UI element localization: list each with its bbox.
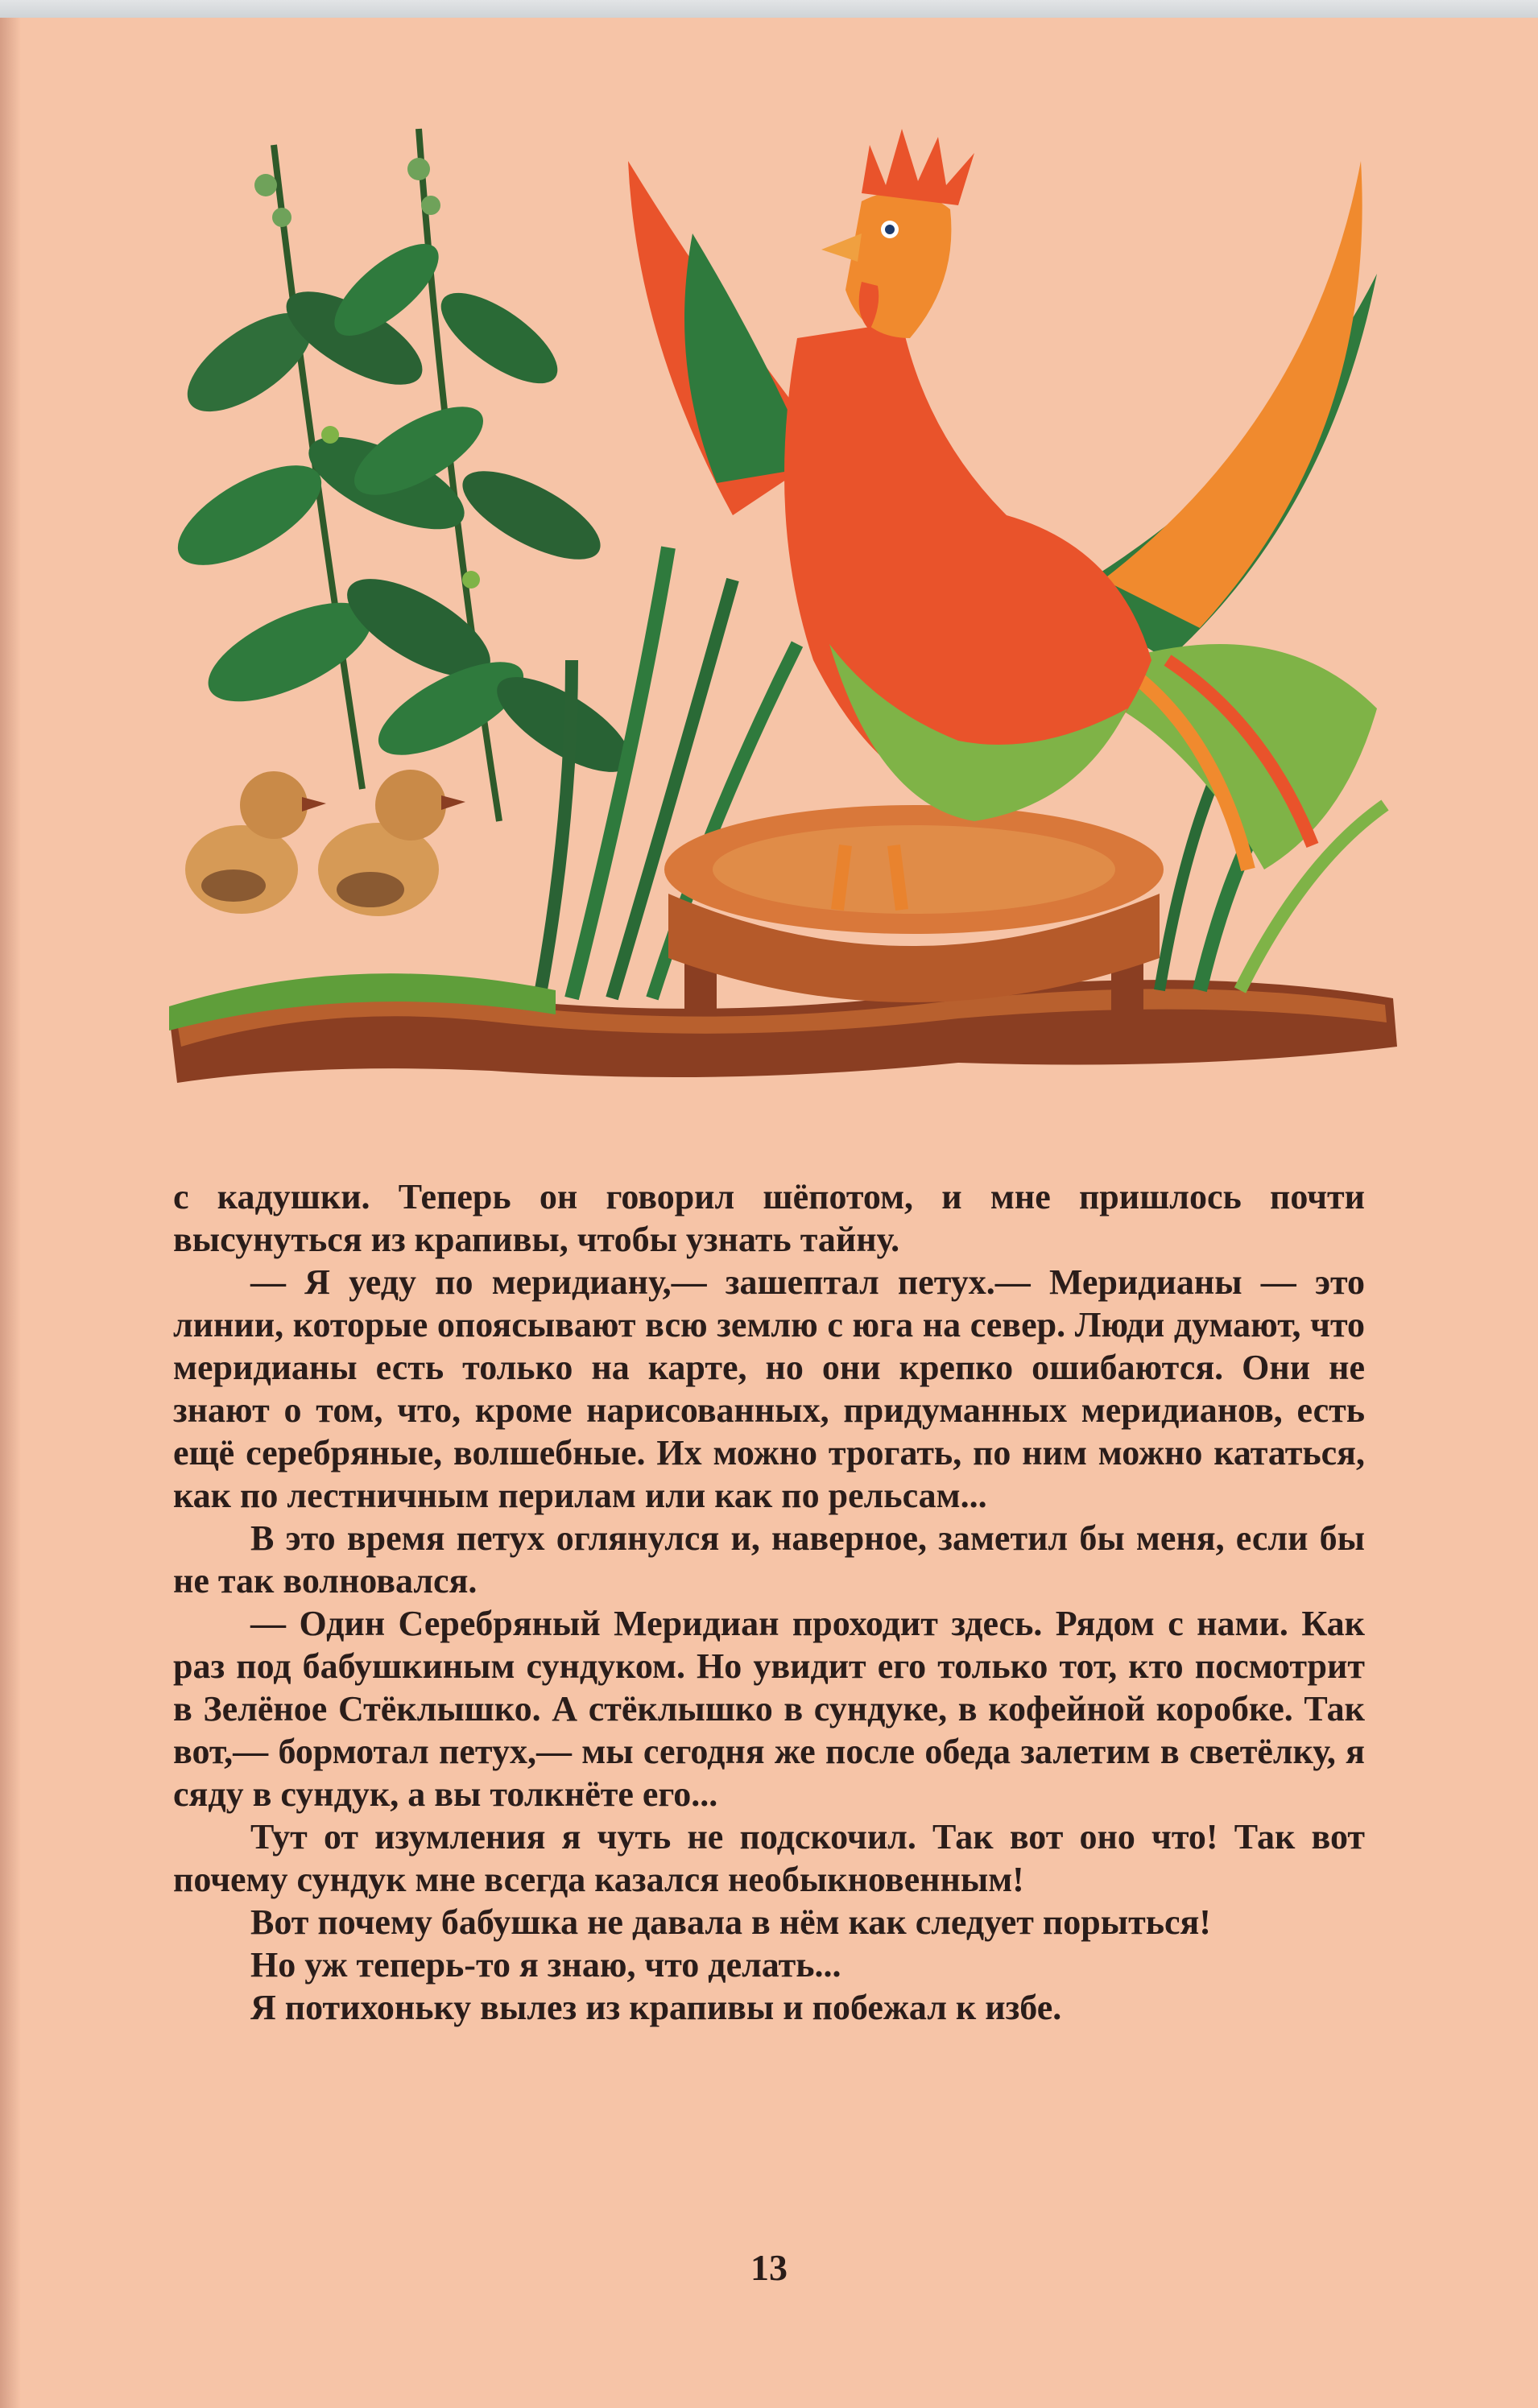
paragraph: — Я уеду по меридиану,— зашептал петух.— Меридианы — это линии, которые опоясывают всю землю с юга на север. Люди думают, что меридианы есть только на карте, но они крепко ошибаются. Они не знают о том, что, кроме нарисованных, придуманных меридианов, есть ещё серебряные, волшебные. Их можно трогать, по ним можно кататься, как по лестничным перилам или как по рельсам... xyxy=(173,1262,1365,1515)
paragraph: с кадушки. Теперь он говорил шёпотом, и мне пришлось почти высунуться из крапивы, чтобы узнать тайну. xyxy=(173,1177,1365,1259)
rooster-illustration xyxy=(153,97,1409,1127)
page-binding-shadow xyxy=(0,18,21,2408)
page-top-edge xyxy=(0,0,1538,18)
paragraph: — Один Серебряный Меридиан проходит здесь. Рядом с нами. Как раз под бабушкиным сундуком. Но увидит его только тот, кто посмотрит в Зелёное Стёклышко. А стёклышко в сундуке, в кофейной коробке. Так вот,— бормотал петух,— мы сегодня же после обеда залетим в светёлку, я сяду в сундук, а вы толкнёте его... xyxy=(173,1604,1365,1814)
chick-icon xyxy=(185,770,465,916)
paragraph: Тут от изумления я чуть не подскочил. Так вот оно что! Так вот почему сундук мне всегда казался необыкновенным! xyxy=(173,1817,1365,1899)
paragraph: Вот почему бабушка не давала в нём как следует порыться! xyxy=(250,1902,1211,1942)
story-text xyxy=(173,1175,1365,2029)
paragraph: В это время петух оглянулся и, наверное, заметил бы меня, если бы не так волновался. xyxy=(173,1518,1365,1601)
paragraph: Я потихоньку вылез из крапивы и побежал к избе. xyxy=(250,1988,1062,2027)
page-number: 13 xyxy=(750,2247,788,2288)
rooster-icon xyxy=(628,129,1377,910)
paragraph: Но уж теперь-то я знаю, что делать... xyxy=(250,1945,841,1985)
